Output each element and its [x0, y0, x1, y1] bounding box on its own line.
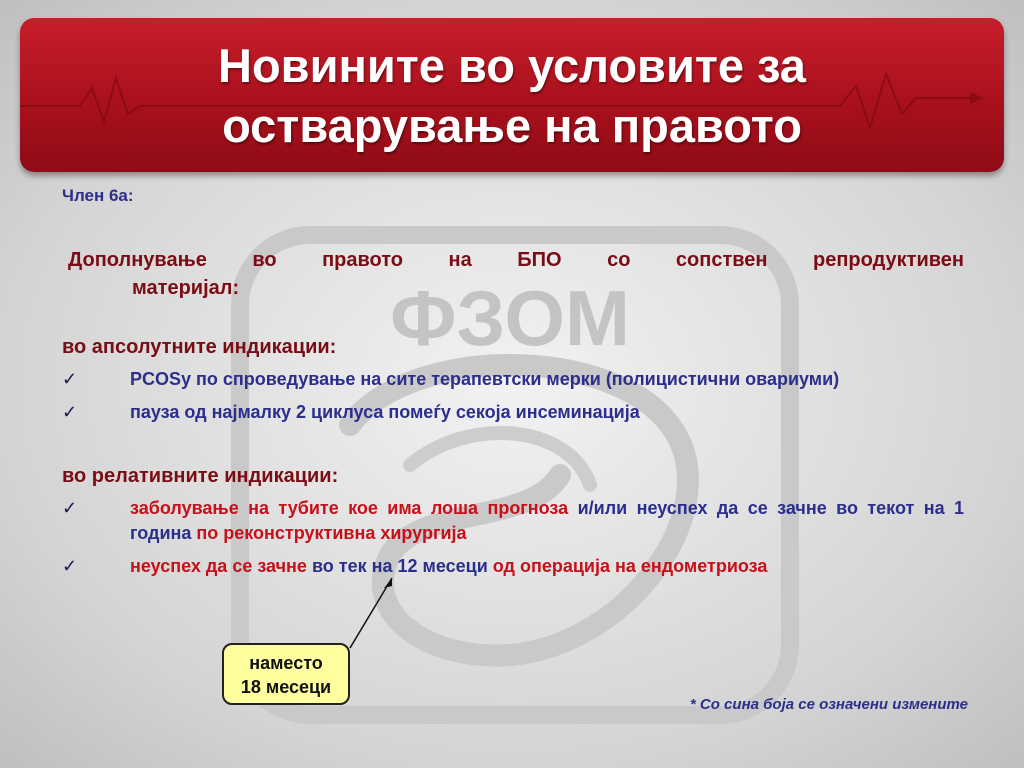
- slide-title: [20, 36, 1004, 156]
- list-item-text-blue: во тек на 12 месеци: [306, 556, 493, 576]
- callout-line-1: наместо: [249, 653, 323, 673]
- list-item-text-red: неуспех да се зачне: [130, 556, 307, 576]
- intro-line-1: Дополнување во правото на БПО со сопствен репродуктивен: [68, 249, 964, 271]
- intro-line-2: материјал:: [132, 277, 240, 299]
- list-item-text-blue: и/или неуспех да се зачне во текот на 1 година: [130, 498, 964, 543]
- list-item: [62, 400, 964, 425]
- article-label: Член 6а:: [62, 186, 134, 205]
- footnote: * Со сина боја се означени измените: [689, 696, 968, 713]
- checkmark-icon: ✓: [62, 498, 78, 518]
- list-item-text-red: заболување на тубите кое има лоша прогноза: [130, 498, 569, 518]
- checkmark-icon: ✓: [62, 402, 78, 422]
- title-line-2: остварување на правото: [222, 99, 802, 152]
- relative-indications-heading: во релативните индикации:: [62, 465, 339, 487]
- list-item-text: PCOSу по спроведување на сите терапевтски мерки (полицистични овариуми): [130, 369, 840, 389]
- list-item-text-red: по реконструктивна хирургија: [196, 523, 467, 543]
- title-line-1: Новините во условите за: [218, 39, 806, 92]
- intro-paragraph: [62, 246, 964, 302]
- absolute-indications-heading: во апсолутните индикации:: [62, 336, 337, 358]
- list-item-text-red: од операција на ендометриоза: [492, 556, 768, 576]
- list-item: [62, 496, 964, 546]
- list-item-text: пауза од најмалку 2 циклуса помеѓу секоја инсеминација: [130, 402, 640, 422]
- title-bar: [20, 18, 1004, 172]
- list-item: [62, 367, 964, 392]
- checkmark-icon: ✓: [62, 556, 78, 576]
- callout-line-2: 18 месеци: [240, 677, 332, 697]
- slide-content: [62, 186, 964, 579]
- checkmark-icon: ✓: [62, 369, 78, 389]
- callout-note: [222, 643, 350, 705]
- list-item: [62, 554, 964, 579]
- watermark-text: ФЗОМ: [389, 274, 631, 362]
